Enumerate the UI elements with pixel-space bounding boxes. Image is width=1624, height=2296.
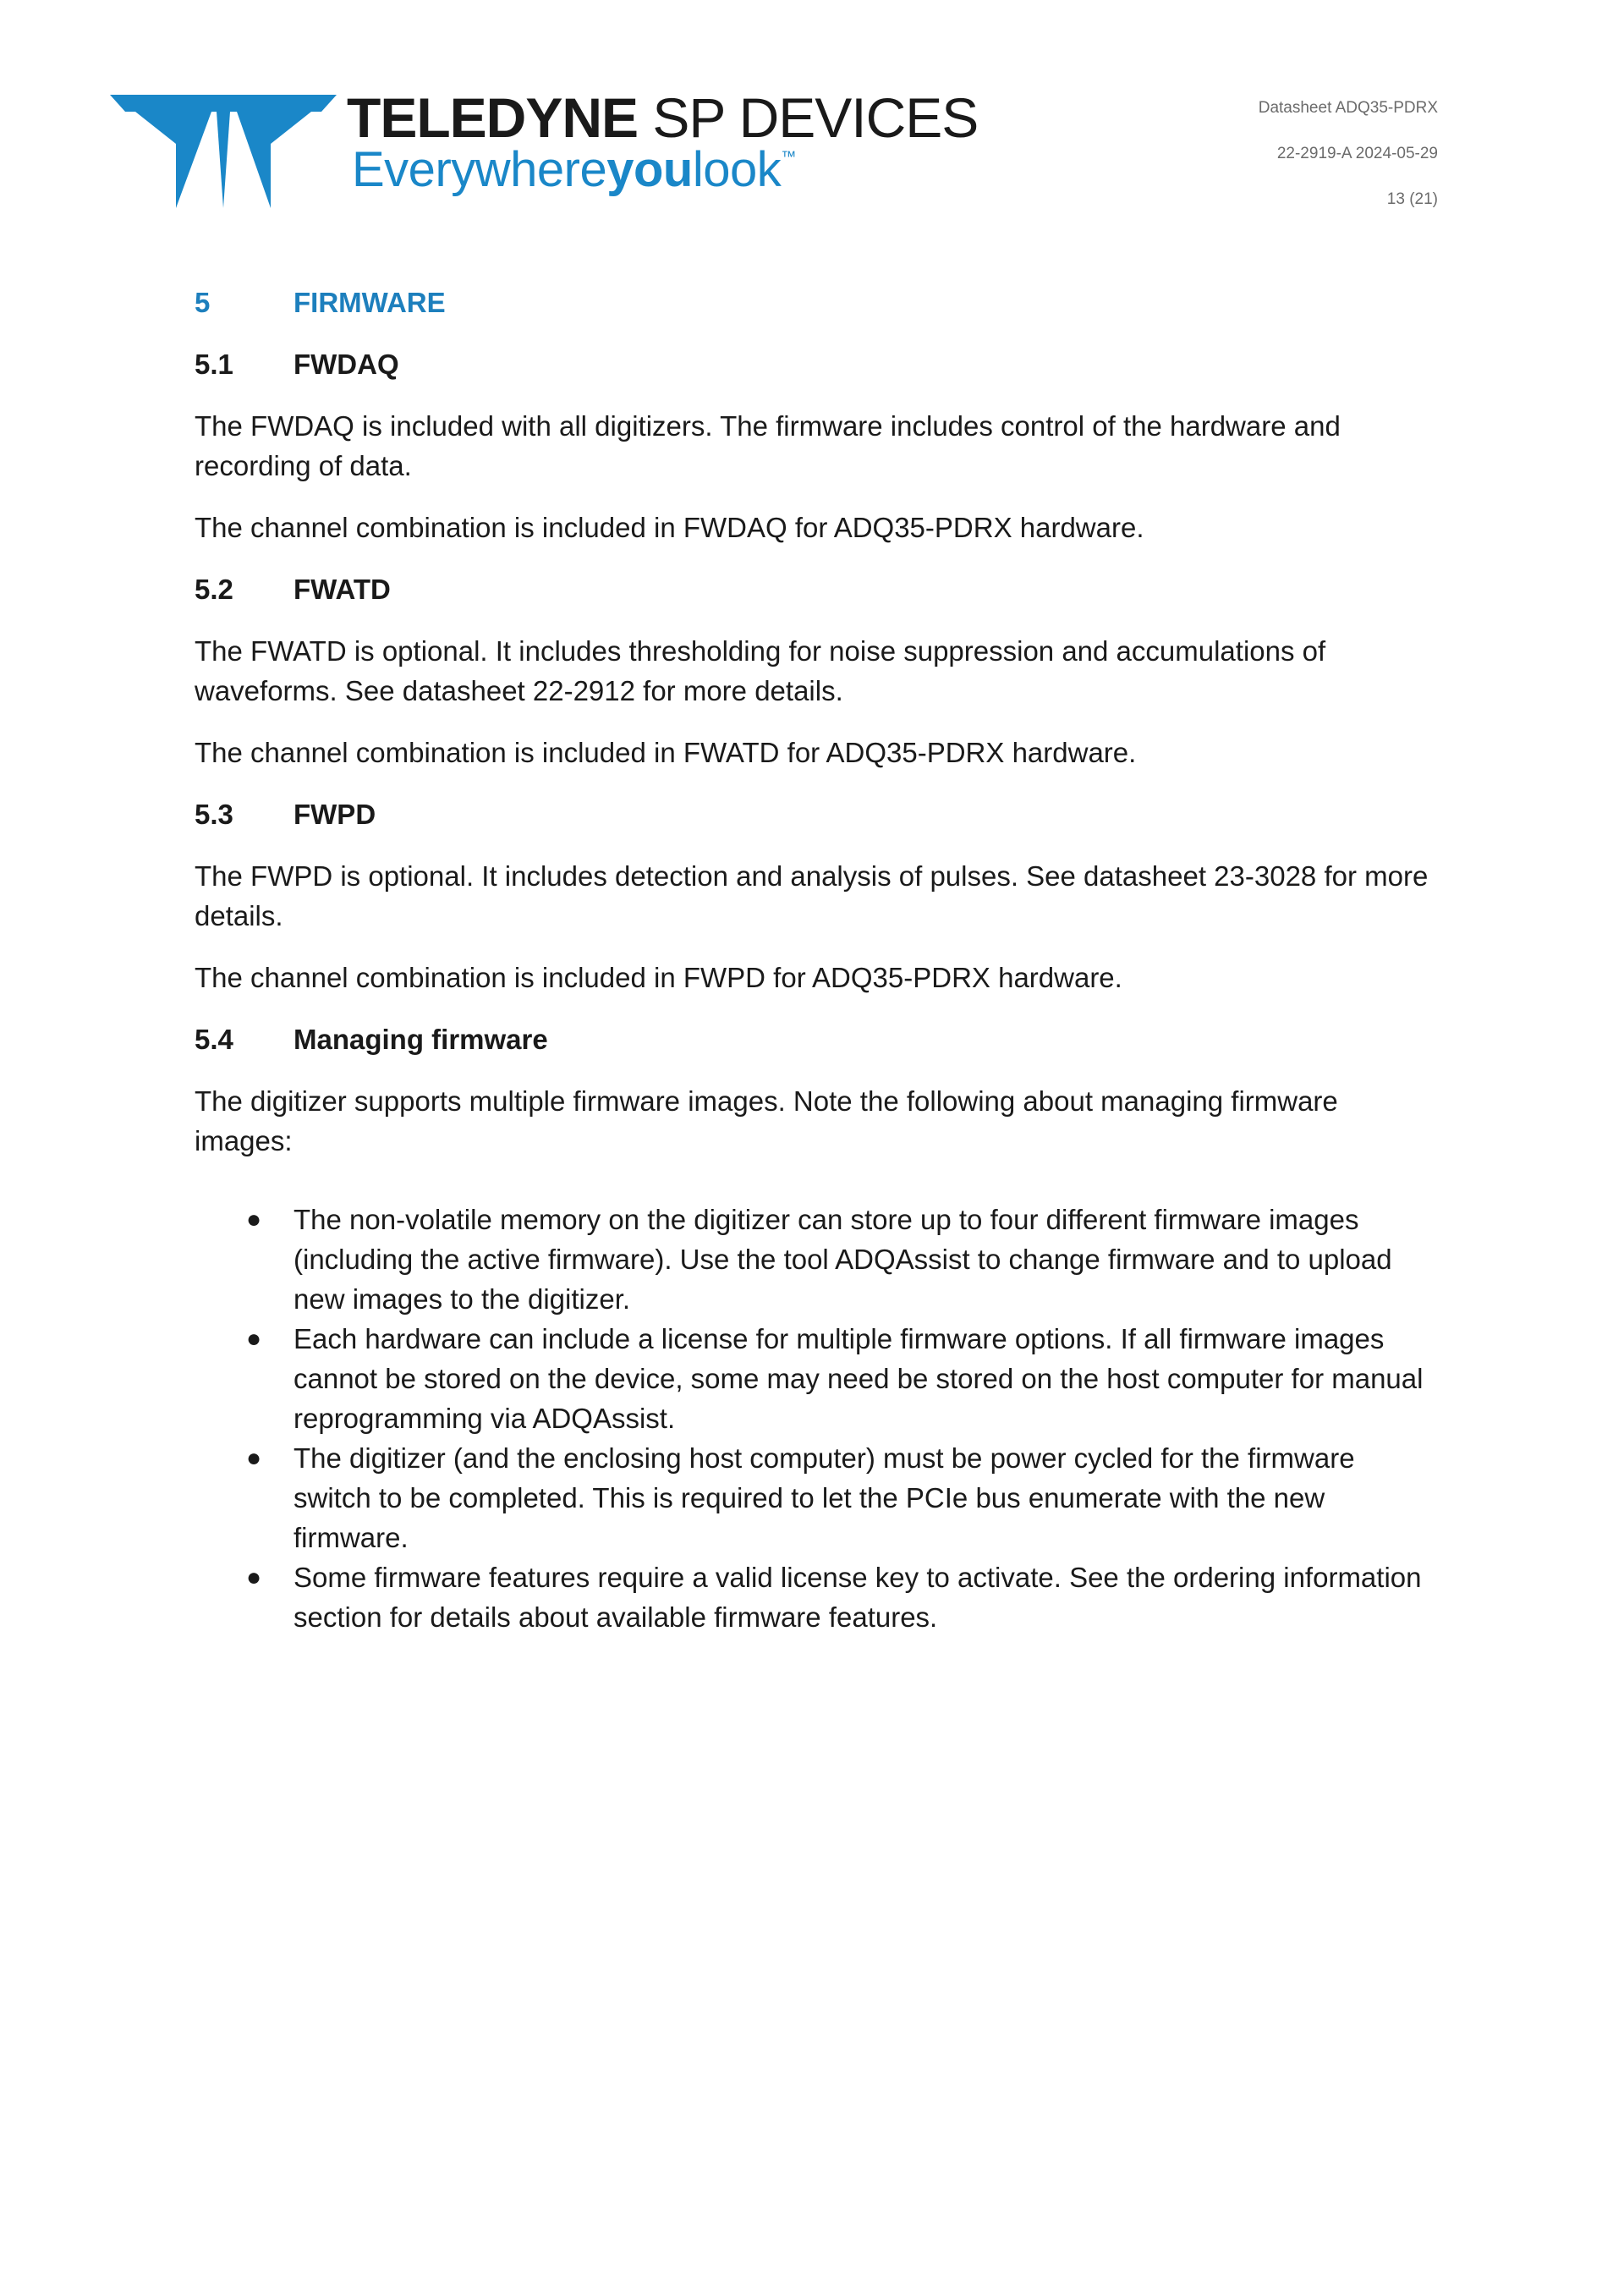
- teledyne-logo-icon: [110, 95, 337, 208]
- paragraph: The channel combination is included in FWATD for ADQ35-PDRX hardware.: [195, 737, 1137, 768]
- subsection-heading-fwatd: 5.2 FWATD: [195, 574, 391, 605]
- section-heading: 5 FIRMWARE: [195, 287, 446, 318]
- doc-title: Datasheet ADQ35-PDRX: [1258, 99, 1438, 117]
- document-meta: [1259, 100, 1438, 237]
- list-item: ● Some firmware features require a valid license key to activate. See the ordering information section for details about available firmware features.: [294, 1557, 1438, 1637]
- page-number: 13 (21): [1386, 190, 1438, 208]
- paragraph: The channel combination is included in FWPD for ADQ35-PDRX hardware.: [195, 962, 1122, 993]
- bullet-icon: ●: [246, 1325, 262, 1353]
- bullet-icon: ●: [246, 1206, 262, 1233]
- list-item: ● The non-volatile memory on the digitizer can store up to four different firmware images (including the active firmware). Use the tool ADQAssist to change firmware and to upload new images to the digitizer.: [294, 1200, 1438, 1319]
- subsection-heading-fwpd: 5.3 FWPD: [195, 799, 376, 830]
- brand-tagline: Everywhereyoulook™: [352, 142, 796, 197]
- paragraph: The FWDAQ is included with all digitizers. The firmware includes control of the hardware and recording of data.: [195, 410, 1341, 481]
- bullet-icon: ●: [246, 1444, 262, 1472]
- brand-name: TELEDYNE SP DEVICES: [347, 86, 979, 149]
- doc-number: 22-2919-A 2024-05-29: [1276, 145, 1438, 162]
- subsection-heading-managing-firmware: 5.4 Managing firmware: [195, 1024, 548, 1055]
- paragraph: The channel combination is included in FWDAQ for ADQ35-PDRX hardware.: [195, 512, 1144, 543]
- paragraph: The FWATD is optional. It includes thresholding for noise suppression and accumulations of waveforms. See datasheet 22-2912 for more details.: [195, 635, 1326, 706]
- bullet-icon: ●: [246, 1563, 262, 1591]
- list-item: ● The digitizer (and the enclosing host computer) must be power cycled for the firmware switch to be completed. This is required to let the PCIe bus enumerate with the new firmware.: [294, 1438, 1438, 1557]
- paragraph: The digitizer supports multiple firmware images. Note the following about managing firmware images:: [195, 1085, 1338, 1156]
- list-item: ● Each hardware can include a license for multiple firmware options. If all firmware images cannot be stored on the device, some may need be stored on the host computer for manual reprogramming via ADQAssist.: [294, 1319, 1438, 1438]
- document-body: [195, 283, 1438, 1637]
- paragraph: The FWPD is optional. It includes detection and analysis of pulses. See datasheet 23-3028 for more details.: [195, 860, 1429, 931]
- subsection-heading-fwdaq: 5.1 FWDAQ: [195, 349, 399, 380]
- firmware-bullet-list: [195, 1200, 1438, 1637]
